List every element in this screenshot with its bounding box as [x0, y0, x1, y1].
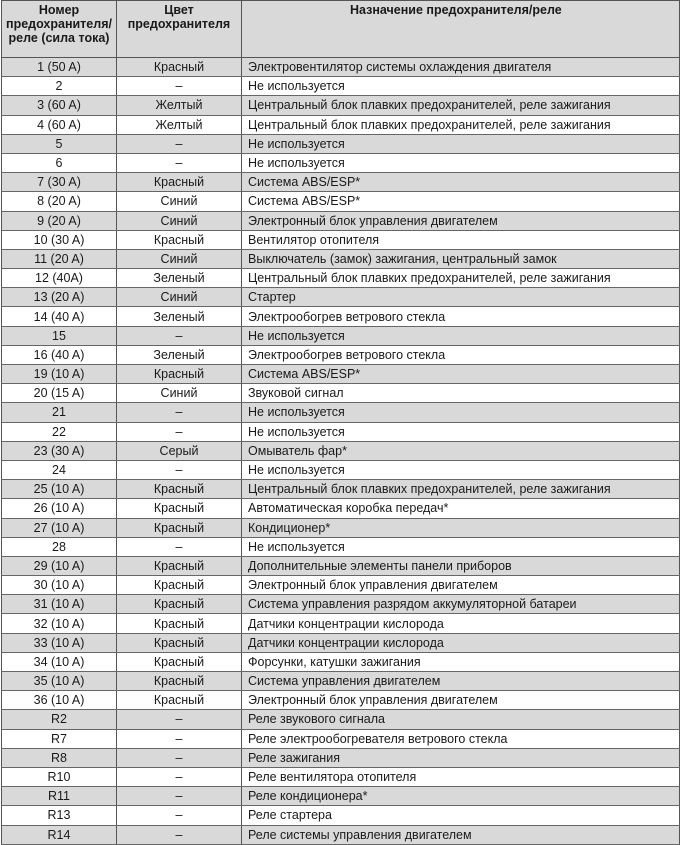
- fuse-purpose-cell: Реле звукового сигнала: [242, 710, 680, 729]
- table-row: [2, 384, 680, 403]
- table-row: [2, 153, 680, 172]
- fuse-purpose-cell: Датчики концентрации кислорода: [242, 614, 680, 633]
- fuse-number-cell: 36 (10 A): [2, 691, 117, 710]
- fuse-color-cell: Зеленый: [117, 345, 242, 364]
- fuse-color-cell: Красный: [117, 556, 242, 575]
- fuse-purpose-cell: Не используется: [242, 326, 680, 345]
- fuse-purpose-cell: Звуковой сигнал: [242, 384, 680, 403]
- fuse-purpose-cell: Электрообогрев ветрового стекла: [242, 307, 680, 326]
- fuse-purpose-cell: Система управления разрядом аккумуляторной батареи: [242, 595, 680, 614]
- table-row: [2, 96, 680, 115]
- fuse-number-cell: 28: [2, 537, 117, 556]
- fuse-color-cell: Серый: [117, 441, 242, 460]
- fuse-color-cell: Зеленый: [117, 307, 242, 326]
- fuse-number-cell: 7 (30 A): [2, 173, 117, 192]
- table-row: [2, 767, 680, 786]
- table-row: [2, 729, 680, 748]
- fuse-number-cell: 22: [2, 422, 117, 441]
- fuse-number-cell: 29 (10 A): [2, 556, 117, 575]
- table-row: [2, 499, 680, 518]
- fuse-purpose-cell: Система управления двигателем: [242, 672, 680, 691]
- table-row: [2, 134, 680, 153]
- table-row: [2, 115, 680, 134]
- header-number-line: Номер: [38, 3, 80, 17]
- fuse-purpose-cell: Центральный блок плавких предохранителей, реле зажигания: [242, 269, 680, 288]
- fuse-purpose-cell: Центральный блок плавких предохранителей, реле зажигания: [242, 96, 680, 115]
- table-row: [2, 825, 680, 844]
- fuse-purpose-cell: Электровентилятор системы охлаждения двигателя: [242, 58, 680, 77]
- table-row: [2, 787, 680, 806]
- header-purpose: Назначение предохранителя/реле: [242, 1, 680, 58]
- fuse-number-cell: 10 (30 A): [2, 230, 117, 249]
- fuse-purpose-cell: Датчики концентрации кислорода: [242, 633, 680, 652]
- fuse-number-cell: 21: [2, 403, 117, 422]
- fuse-purpose-cell: Выключатель (замок) зажигания, центральный замок: [242, 249, 680, 268]
- fuse-number-cell: R8: [2, 748, 117, 767]
- fuse-color-cell: Синий: [117, 192, 242, 211]
- fuse-color-cell: –: [117, 460, 242, 479]
- fuse-color-cell: Синий: [117, 384, 242, 403]
- fuse-number-cell: 2: [2, 77, 117, 96]
- fuse-purpose-cell: Электронный блок управления двигателем: [242, 576, 680, 595]
- fuse-number-cell: 25 (10 A): [2, 480, 117, 499]
- fuse-purpose-cell: Реле зажигания: [242, 748, 680, 767]
- header-number-line: реле (сила тока): [8, 31, 110, 45]
- fuse-color-cell: Красный: [117, 365, 242, 384]
- fuse-purpose-cell: Не используется: [242, 460, 680, 479]
- fuse-purpose-cell: Дополнительные элементы панели приборов: [242, 556, 680, 575]
- fuse-color-cell: –: [117, 77, 242, 96]
- table-row: [2, 480, 680, 499]
- fuse-number-cell: R2: [2, 710, 117, 729]
- fuse-color-cell: –: [117, 748, 242, 767]
- fuse-purpose-cell: Вентилятор отопителя: [242, 230, 680, 249]
- header-number: [2, 1, 117, 58]
- table-row: [2, 691, 680, 710]
- fuse-color-cell: Красный: [117, 230, 242, 249]
- fuse-color-cell: Желтый: [117, 115, 242, 134]
- fuse-number-cell: 31 (10 A): [2, 595, 117, 614]
- fuse-purpose-cell: Система ABS/ESP*: [242, 365, 680, 384]
- table-row: [2, 652, 680, 671]
- fuse-number-cell: R13: [2, 806, 117, 825]
- fuse-number-cell: 19 (10 A): [2, 365, 117, 384]
- fuse-purpose-cell: Реле системы управления двигателем: [242, 825, 680, 844]
- fuse-color-cell: Синий: [117, 288, 242, 307]
- fuse-color-cell: Красный: [117, 691, 242, 710]
- fuse-number-cell: 12 (40A): [2, 269, 117, 288]
- table-row: [2, 537, 680, 556]
- table-row: [2, 77, 680, 96]
- fuse-color-cell: Синий: [117, 211, 242, 230]
- table-row: [2, 806, 680, 825]
- table-row: [2, 672, 680, 691]
- fuse-purpose-cell: Не используется: [242, 403, 680, 422]
- fuse-color-cell: –: [117, 710, 242, 729]
- fuse-number-cell: 24: [2, 460, 117, 479]
- header-color-line: Цвет: [164, 3, 194, 17]
- fuse-color-cell: –: [117, 422, 242, 441]
- fuse-color-cell: Красный: [117, 576, 242, 595]
- fuse-number-cell: 20 (15 A): [2, 384, 117, 403]
- fuse-purpose-cell: Реле кондиционера*: [242, 787, 680, 806]
- table-row: [2, 576, 680, 595]
- fuse-purpose-cell: Электронный блок управления двигателем: [242, 691, 680, 710]
- fuse-number-cell: R10: [2, 767, 117, 786]
- fuse-number-cell: R7: [2, 729, 117, 748]
- table-body: [2, 58, 680, 845]
- fuse-color-cell: –: [117, 767, 242, 786]
- fuse-purpose-cell: Не используется: [242, 153, 680, 172]
- table-row: [2, 192, 680, 211]
- fuse-color-cell: –: [117, 825, 242, 844]
- fuse-color-cell: Красный: [117, 672, 242, 691]
- fuse-purpose-cell: Не используется: [242, 422, 680, 441]
- table-row: [2, 422, 680, 441]
- fuse-color-cell: –: [117, 729, 242, 748]
- table-header: [2, 1, 680, 58]
- fuse-color-cell: –: [117, 403, 242, 422]
- fuse-purpose-cell: Стартер: [242, 288, 680, 307]
- fuse-color-cell: –: [117, 806, 242, 825]
- fuse-purpose-cell: Не используется: [242, 134, 680, 153]
- fuse-table: [1, 0, 680, 845]
- header-color: [117, 1, 242, 58]
- fuse-purpose-cell: Система ABS/ESP*: [242, 173, 680, 192]
- fuse-color-cell: –: [117, 787, 242, 806]
- fuse-color-cell: Красный: [117, 499, 242, 518]
- table-row: [2, 403, 680, 422]
- fuse-number-cell: 3 (60 A): [2, 96, 117, 115]
- fuse-number-cell: 9 (20 A): [2, 211, 117, 230]
- fuse-color-cell: Красный: [117, 58, 242, 77]
- fuse-purpose-cell: Форсунки, катушки зажигания: [242, 652, 680, 671]
- table-row: [2, 307, 680, 326]
- fuse-number-cell: 8 (20 A): [2, 192, 117, 211]
- table-row: [2, 460, 680, 479]
- table-row: [2, 441, 680, 460]
- fuse-number-cell: 5: [2, 134, 117, 153]
- fuse-purpose-cell: Реле электрообогревателя ветрового стекла: [242, 729, 680, 748]
- table-row: [2, 58, 680, 77]
- fuse-color-cell: Красный: [117, 614, 242, 633]
- fuse-purpose-cell: Реле стартера: [242, 806, 680, 825]
- fuse-number-cell: 15: [2, 326, 117, 345]
- table-row: [2, 556, 680, 575]
- fuse-color-cell: Желтый: [117, 96, 242, 115]
- fuse-number-cell: 32 (10 A): [2, 614, 117, 633]
- fuse-number-cell: 30 (10 A): [2, 576, 117, 595]
- table-row: [2, 518, 680, 537]
- table-row: [2, 595, 680, 614]
- fuse-color-cell: Синий: [117, 249, 242, 268]
- fuse-color-cell: Красный: [117, 518, 242, 537]
- fuse-purpose-cell: Кондиционер*: [242, 518, 680, 537]
- table-row: [2, 173, 680, 192]
- fuse-purpose-cell: Электронный блок управления двигателем: [242, 211, 680, 230]
- fuse-color-cell: Красный: [117, 652, 242, 671]
- fuse-number-cell: R14: [2, 825, 117, 844]
- fuse-purpose-cell: Центральный блок плавких предохранителей, реле зажигания: [242, 480, 680, 499]
- fuse-number-cell: 4 (60 A): [2, 115, 117, 134]
- fuse-purpose-cell: Электрообогрев ветрового стекла: [242, 345, 680, 364]
- table-row: [2, 211, 680, 230]
- fuse-color-cell: –: [117, 537, 242, 556]
- header-color-line: предохранителя: [127, 17, 231, 31]
- fuse-number-cell: 14 (40 A): [2, 307, 117, 326]
- fuse-number-cell: R11: [2, 787, 117, 806]
- fuse-color-cell: –: [117, 153, 242, 172]
- table-row: [2, 633, 680, 652]
- fuse-number-cell: 1 (50 A): [2, 58, 117, 77]
- table-row: [2, 365, 680, 384]
- table-row: [2, 710, 680, 729]
- fuse-color-cell: –: [117, 326, 242, 345]
- fuse-color-cell: Красный: [117, 595, 242, 614]
- fuse-purpose-cell: Система ABS/ESP*: [242, 192, 680, 211]
- table-row: [2, 269, 680, 288]
- fuse-purpose-cell: Не используется: [242, 537, 680, 556]
- header-number-line: предохранителя/: [6, 17, 112, 31]
- table-row: [2, 326, 680, 345]
- fuse-color-cell: Красный: [117, 173, 242, 192]
- table-row: [2, 748, 680, 767]
- fuse-number-cell: 23 (30 A): [2, 441, 117, 460]
- fuse-number-cell: 34 (10 A): [2, 652, 117, 671]
- fuse-number-cell: 6: [2, 153, 117, 172]
- fuse-number-cell: 26 (10 A): [2, 499, 117, 518]
- fuse-purpose-cell: Реле вентилятора отопителя: [242, 767, 680, 786]
- fuse-purpose-cell: Омыватель фар*: [242, 441, 680, 460]
- fuse-number-cell: 35 (10 A): [2, 672, 117, 691]
- fuse-purpose-cell: Не используется: [242, 77, 680, 96]
- table-row: [2, 288, 680, 307]
- table-row: [2, 249, 680, 268]
- table-row: [2, 614, 680, 633]
- fuse-purpose-cell: Автоматическая коробка передач*: [242, 499, 680, 518]
- fuse-number-cell: 13 (20 A): [2, 288, 117, 307]
- table-row: [2, 345, 680, 364]
- fuse-color-cell: Зеленый: [117, 269, 242, 288]
- table-row: [2, 230, 680, 249]
- fuse-color-cell: Красный: [117, 633, 242, 652]
- fuse-purpose-cell: Центральный блок плавких предохранителей, реле зажигания: [242, 115, 680, 134]
- fuse-number-cell: 33 (10 A): [2, 633, 117, 652]
- fuse-number-cell: 11 (20 A): [2, 249, 117, 268]
- fuse-color-cell: Красный: [117, 480, 242, 499]
- fuse-number-cell: 27 (10 A): [2, 518, 117, 537]
- fuse-number-cell: 16 (40 A): [2, 345, 117, 364]
- fuse-color-cell: –: [117, 134, 242, 153]
